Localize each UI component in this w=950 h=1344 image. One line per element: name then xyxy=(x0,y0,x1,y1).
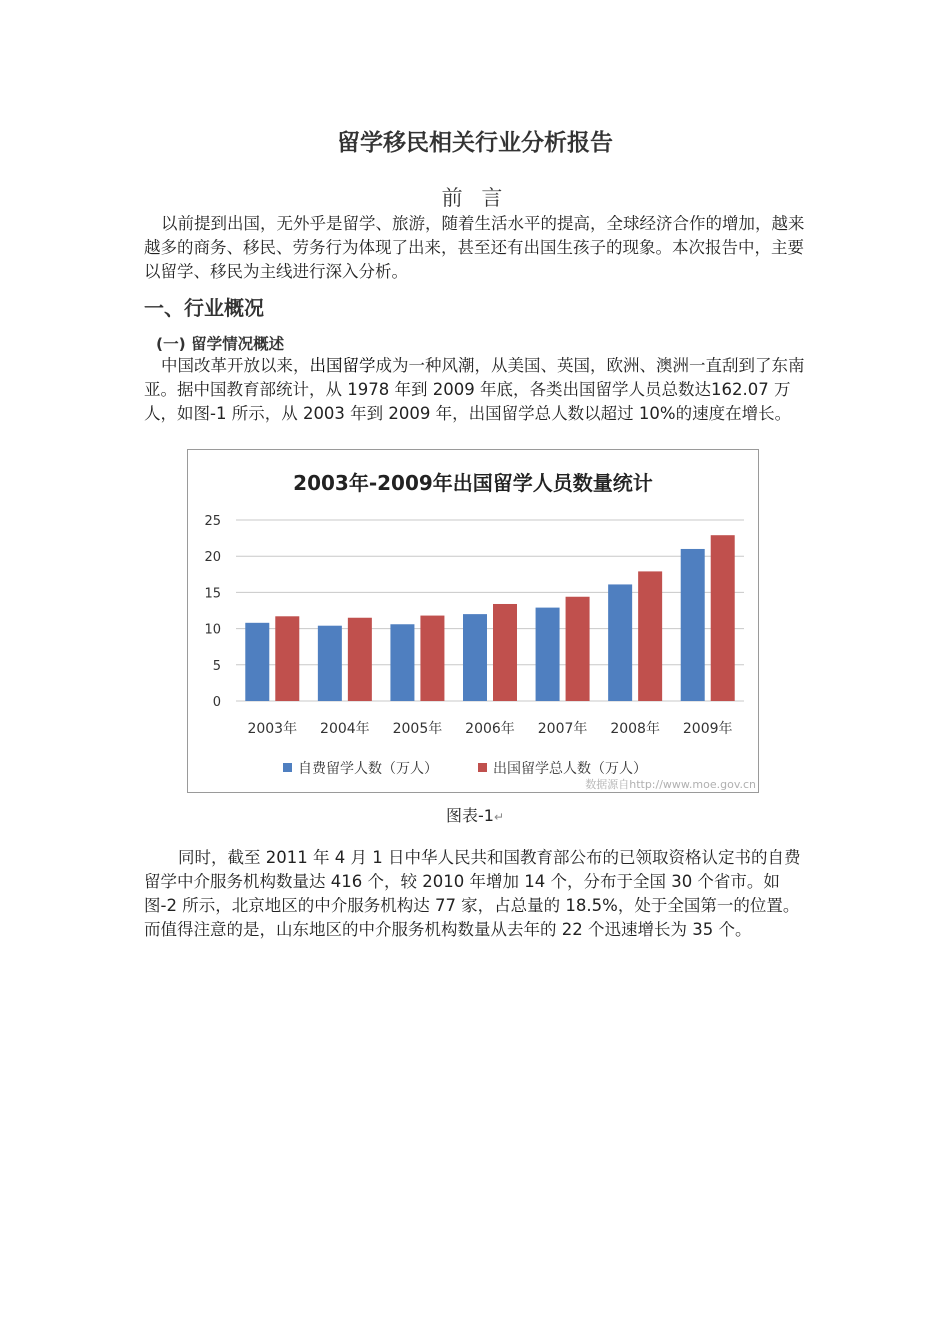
legend-swatch xyxy=(283,763,292,772)
legend-label: 出国留学总人数（万人） xyxy=(493,761,647,777)
x-tick-label: 2008年 xyxy=(610,721,660,737)
bar-total xyxy=(566,597,590,701)
y-tick-label: 15 xyxy=(204,586,221,602)
legend-label: 自费留学人数（万人） xyxy=(298,761,438,777)
chart-title: 2003年-2009年出国留学人员数量统计 xyxy=(293,471,653,495)
y-tick-label: 0 xyxy=(212,695,221,710)
bar-self-funded xyxy=(536,608,560,701)
bar-self-funded xyxy=(681,549,705,701)
y-tick-label: 25 xyxy=(204,514,221,529)
y-tick-label: 20 xyxy=(204,550,221,566)
legend-swatch xyxy=(478,763,487,772)
bar-chart xyxy=(187,449,759,793)
bar-self-funded xyxy=(608,584,632,701)
y-tick-label: 5 xyxy=(212,658,221,674)
bar-self-funded xyxy=(463,614,487,701)
bar-total xyxy=(420,616,444,701)
paragraph-text-start: 中国改革开放以来， xyxy=(161,356,310,375)
section-heading: 一、行业概况 xyxy=(144,296,264,320)
study-abroad-link[interactable]: 出国留学 xyxy=(309,356,376,375)
bar-total xyxy=(348,618,372,701)
x-tick-label: 2007年 xyxy=(537,721,588,737)
bar-total xyxy=(711,535,735,701)
x-tick-label: 2005年 xyxy=(392,721,443,737)
subsection-heading: (一) 留学情况概述 xyxy=(156,335,285,353)
preface-heading: 前 言 xyxy=(441,186,509,210)
x-tick-label: 2004年 xyxy=(320,721,370,737)
document-title: 留学移民相关行业分析报告 xyxy=(337,130,613,156)
bar-self-funded xyxy=(390,624,414,701)
bar-self-funded xyxy=(245,623,269,701)
agency-paragraph: 同时，截至 2011 年 4 月 1 日中华人民共和国教育部公布的已领取资格认定书的自费留学中介服务机构数量达 416 个，较 2010 年增加 14 个，分布于全国 30 个省市。如图-2 所示，北京地区的中介服务机构达 77 家，占总量的 18.5%，处于全国第一的位置。而值得注意的是，山东地区的中介服务机构数量从去年的 22 个迅速增长为 35 个。 xyxy=(144,848,801,939)
paragraph-text-end: 成为一种风潮，从美国、英国，欧洲、澳洲一直刮到了东南亚。据中国教育部统计，从 1978 年到 2009 年底，各类出国留学人员总数达162.07 万人，如图-1 所示，从 2003 年到 2009 年，出国留学总人数以超过 10%的速度在增长。 xyxy=(144,356,805,423)
figure-caption xyxy=(0,803,950,826)
bar-total xyxy=(493,604,517,701)
bar-total xyxy=(638,571,662,701)
chart-canvas xyxy=(188,450,758,792)
return-mark: ↵ xyxy=(493,810,505,824)
x-tick-label: 2003年 xyxy=(247,721,298,737)
x-tick-label: 2006年 xyxy=(465,721,515,737)
x-tick-label: 2009年 xyxy=(682,721,733,737)
bar-total xyxy=(275,616,299,701)
chart-watermark: 数据源自http://www.moe.gov.cn xyxy=(585,778,756,791)
figure-caption-text: 图表-1 xyxy=(445,806,494,825)
study-abroad-paragraph xyxy=(144,354,806,426)
bar-self-funded xyxy=(318,626,342,701)
y-tick-label: 10 xyxy=(204,622,221,638)
preface-paragraph: 以前提到出国，无外乎是留学、旅游，随着生活水平的提高，全球经济合作的增加，越来越多的商务、移民、劳务行为体现了出来，甚至还有出国生孩子的现象。本次报告中，主要以留学、移民为主线进行深入分析。 xyxy=(144,214,805,281)
